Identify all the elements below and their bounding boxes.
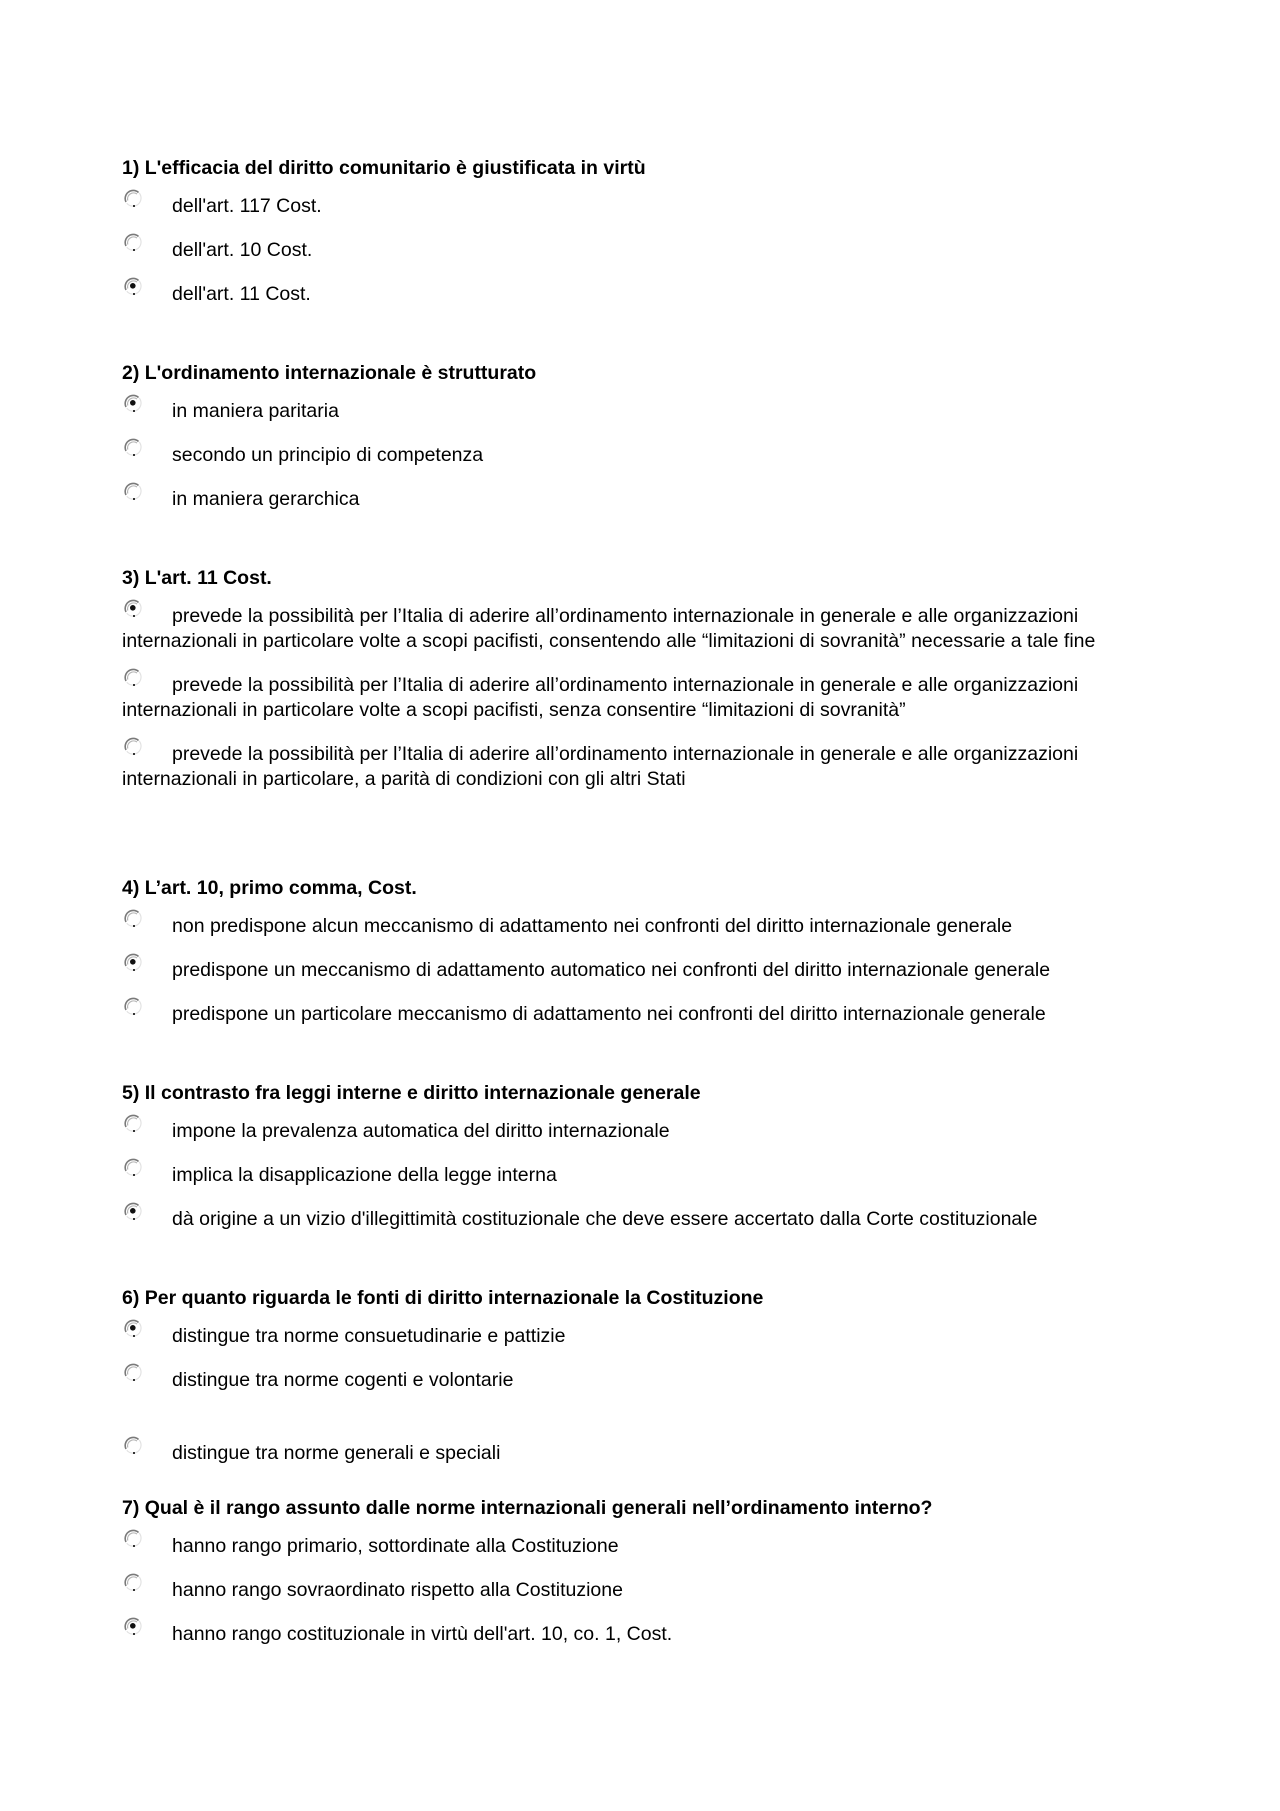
option-list: [122, 1119, 1162, 1232]
radio-tick: [133, 249, 135, 251]
radio-checked-icon: [123, 1201, 143, 1221]
option-label: hanno rango costituzionale in virtù dell'art. 10, co. 1, Cost.: [172, 1623, 673, 1645]
radio-inner-shadow: [128, 1367, 137, 1375]
answer-option[interactable]: [122, 399, 1162, 424]
option-label: prevede la possibilità per l’Italia di aderire all’ordinamento internazionale in generale e alle organizzazioni internazionali in particolare, a parità di condizioni con gli altri Stati: [122, 743, 1079, 790]
radio-button-icon[interactable]: [123, 996, 143, 1016]
radio-tick: [133, 1013, 135, 1015]
radio-inner-shadow: [128, 486, 137, 494]
radio-tick: [133, 1335, 135, 1337]
answer-option[interactable]: [122, 1324, 1162, 1349]
option-label: dell'art. 10 Cost.: [172, 239, 313, 261]
radio-dot: [130, 1623, 136, 1629]
radio-button-icon[interactable]: [123, 276, 143, 296]
radio-button-icon[interactable]: [123, 393, 143, 413]
radio-inner-shadow: [128, 1162, 137, 1170]
answer-option[interactable]: [122, 673, 1162, 723]
radio-unchecked-icon: [123, 1528, 143, 1548]
radio-inner-shadow: [128, 913, 137, 921]
answer-option[interactable]: [122, 1119, 1162, 1144]
answer-option[interactable]: [122, 604, 1162, 654]
radio-unchecked-icon: [123, 667, 143, 687]
question-4: [122, 876, 1162, 1027]
question-3: [122, 566, 1162, 792]
option-label: dell'art. 11 Cost.: [172, 283, 311, 305]
radio-inner-shadow: [128, 1533, 137, 1541]
option-label: in maniera gerarchica: [172, 488, 360, 510]
option-label: distingue tra norme consuetudinarie e pattizie: [172, 1325, 566, 1347]
radio-tick: [133, 1218, 135, 1220]
radio-tick: [133, 1174, 135, 1176]
answer-option[interactable]: [122, 443, 1162, 468]
radio-tick: [133, 684, 135, 686]
radio-button-icon[interactable]: [123, 481, 143, 501]
answer-option[interactable]: [122, 1578, 1162, 1603]
option-label: hanno rango sovraordinato rispetto alla Costituzione: [172, 1579, 623, 1601]
option-label: predispone un particolare meccanismo di adattamento nei confronti del diritto internazionale generale: [172, 1003, 1046, 1025]
radio-checked-icon: [123, 952, 143, 972]
answer-option[interactable]: [122, 1207, 1162, 1232]
radio-button-icon[interactable]: [123, 1528, 143, 1548]
radio-button-icon[interactable]: [123, 1113, 143, 1133]
option-label: in maniera paritaria: [172, 400, 339, 422]
radio-tick: [133, 1130, 135, 1132]
radio-tick: [133, 925, 135, 927]
radio-dot: [130, 1325, 136, 1331]
radio-unchecked-icon: [123, 736, 143, 756]
radio-button-icon[interactable]: [123, 1572, 143, 1592]
radio-tick: [133, 454, 135, 456]
radio-unchecked-icon: [123, 437, 143, 457]
question-1: [122, 156, 1162, 307]
option-label: secondo un principio di competenza: [172, 444, 484, 466]
radio-checked-icon: [123, 276, 143, 296]
radio-checked-icon: [123, 1616, 143, 1636]
option-label: prevede la possibilità per l’Italia di aderire all’ordinamento internazionale in generale e alle organizzazioni internazionali in particolare volte a scopi pacifisti, senza consentire “limitazioni di sovranità”: [122, 674, 1079, 721]
radio-unchecked-icon: [123, 188, 143, 208]
radio-checked-icon: [123, 1318, 143, 1338]
answer-option[interactable]: [122, 238, 1162, 263]
radio-tick: [133, 1379, 135, 1381]
radio-inner-shadow: [128, 442, 137, 450]
radio-tick: [133, 498, 135, 500]
radio-dot: [130, 959, 136, 965]
radio-inner-shadow: [128, 1001, 137, 1009]
radio-checked-icon: [123, 598, 143, 618]
option-label: prevede la possibilità per l’Italia di aderire all’ordinamento internazionale in generale e alle organizzazioni internazionali in particolare volte a scopi pacifisti, consentendo alle “limitazioni di sovranità” necessarie a tale fine: [122, 605, 1096, 652]
radio-inner-shadow: [128, 1118, 137, 1126]
radio-tick: [133, 1452, 135, 1454]
option-label: non predispone alcun meccanismo di adattamento nei confronti del diritto internazionale generale: [172, 915, 1013, 937]
option-label: impone la prevalenza automatica del diritto internazionale: [172, 1120, 670, 1142]
radio-inner-shadow: [128, 1440, 137, 1448]
radio-inner-shadow: [128, 741, 137, 749]
question-title: 2) L'ordinamento internazionale è strutturato: [122, 362, 537, 384]
radio-unchecked-icon: [123, 1435, 143, 1455]
answer-option[interactable]: [122, 1002, 1162, 1027]
question-title: 4) L’art. 10, primo comma, Cost.: [122, 877, 417, 899]
option-list: [122, 399, 1162, 512]
radio-tick: [133, 753, 135, 755]
radio-button-icon[interactable]: [123, 1616, 143, 1636]
option-list: [122, 914, 1162, 1027]
radio-button-icon[interactable]: [123, 1157, 143, 1177]
radio-unchecked-icon: [123, 1157, 143, 1177]
radio-dot: [130, 1208, 136, 1214]
answer-option[interactable]: [122, 1622, 1162, 1647]
radio-inner-shadow: [128, 1577, 137, 1585]
question-5: [122, 1081, 1162, 1232]
answer-option[interactable]: [122, 1441, 1162, 1466]
answer-option[interactable]: [122, 914, 1162, 939]
answer-option[interactable]: [122, 1163, 1162, 1188]
radio-button-icon[interactable]: [123, 1201, 143, 1221]
question-title: 1) L'efficacia del diritto comunitario è giustificata in virtù: [122, 157, 646, 179]
radio-dot: [130, 283, 136, 289]
answer-option[interactable]: [122, 1368, 1162, 1393]
answer-option[interactable]: [122, 1534, 1162, 1559]
question-title: 6) Per quanto riguarda le fonti di diritto internazionale la Costituzione: [122, 1287, 764, 1309]
radio-tick: [133, 615, 135, 617]
option-label: distingue tra norme generali e speciali: [172, 1442, 501, 1464]
option-label: hanno rango primario, sottordinate alla Costituzione: [172, 1535, 619, 1557]
radio-unchecked-icon: [123, 1362, 143, 1382]
radio-unchecked-icon: [123, 481, 143, 501]
question-title: 5) Il contrasto fra leggi interne e diritto internazionale generale: [122, 1082, 701, 1104]
radio-button-icon[interactable]: [123, 1362, 143, 1382]
radio-tick: [133, 969, 135, 971]
answer-option[interactable]: [122, 742, 1162, 792]
option-label: predispone un meccanismo di adattamento automatico nei confronti del diritto internazionale generale: [172, 959, 1051, 981]
question-title: 3) L'art. 11 Cost.: [122, 567, 272, 589]
radio-unchecked-icon: [123, 996, 143, 1016]
radio-tick: [133, 1545, 135, 1547]
answer-option[interactable]: [122, 282, 1162, 307]
answer-option[interactable]: [122, 194, 1162, 219]
option-list: [122, 194, 1162, 307]
radio-tick: [133, 410, 135, 412]
option-list: [122, 604, 1162, 792]
radio-inner-shadow: [128, 237, 137, 245]
question-title: 7) Qual è il rango assunto dalle norme internazionali generali nell’ordinamento interno?: [122, 1497, 933, 1519]
radio-tick: [133, 205, 135, 207]
option-list: [122, 1534, 1162, 1647]
radio-button-icon[interactable]: [123, 952, 143, 972]
radio-button-icon[interactable]: [123, 188, 143, 208]
question-7: [122, 1496, 1162, 1647]
radio-button-icon[interactable]: [123, 1435, 143, 1455]
radio-dot: [130, 605, 136, 611]
answer-option[interactable]: [122, 958, 1162, 983]
radio-button-icon[interactable]: [123, 437, 143, 457]
option-label: distingue tra norme cogenti e volontarie: [172, 1369, 514, 1391]
radio-checked-icon: [123, 393, 143, 413]
radio-button-icon[interactable]: [123, 1318, 143, 1338]
answer-option[interactable]: [122, 487, 1162, 512]
option-list: [122, 1324, 1162, 1466]
radio-inner-shadow: [128, 193, 137, 201]
radio-unchecked-icon: [123, 908, 143, 928]
option-label: implica la disapplicazione della legge interna: [172, 1164, 557, 1186]
radio-dot: [130, 400, 136, 406]
option-label: dell'art. 117 Cost.: [172, 195, 322, 217]
radio-button-icon[interactable]: [123, 232, 143, 252]
radio-button-icon[interactable]: [123, 908, 143, 928]
radio-unchecked-icon: [123, 1113, 143, 1133]
radio-tick: [133, 293, 135, 295]
radio-inner-shadow: [128, 672, 137, 680]
radio-tick: [133, 1589, 135, 1591]
question-6: [122, 1286, 1162, 1466]
radio-unchecked-icon: [123, 1572, 143, 1592]
radio-unchecked-icon: [123, 232, 143, 252]
option-label: dà origine a un vizio d'illegittimità costituzionale che deve essere accertato dalla Corte costituzionale: [172, 1208, 1038, 1230]
question-2: [122, 361, 1162, 512]
radio-button-icon[interactable]: [123, 667, 143, 687]
radio-button-icon[interactable]: [123, 736, 143, 756]
radio-tick: [133, 1633, 135, 1635]
radio-button-icon[interactable]: [123, 598, 143, 618]
